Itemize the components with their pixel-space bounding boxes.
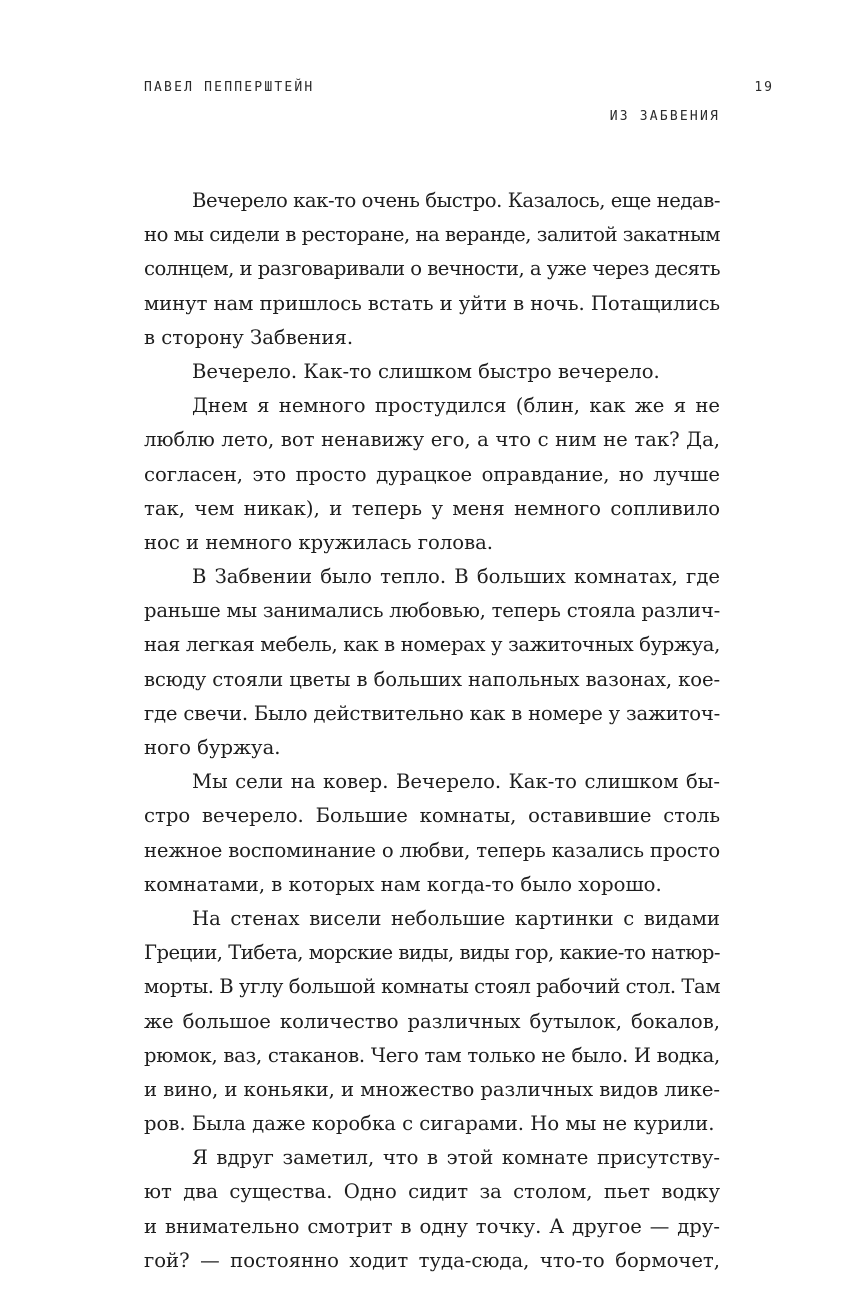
text-line: комнатами, в которых нам когда-то было хорошо. [144,872,662,896]
text-line: морты. В углу большой комнаты стоял рабочий стол. Там [144,975,720,999]
text-line: В Забвении было тепло. В больших комнатах, где [192,565,720,589]
text-line: но мы сидели в ресторане, на веранде, залитой закатным [144,223,720,247]
page-number: 19 [754,80,774,95]
text-line: ная легкая мебель, как в номерах у зажиточных буржуа, [144,633,720,657]
text-line: рюмок, ваз, стаканов. Чего там только не было. И водка, [144,1043,720,1067]
text-line: в сторону Забвения. [144,325,354,349]
text-line: нежное воспоминание о любви, теперь казались просто [144,838,720,862]
text-line: солнцем, и разговаривали о вечности, а уже через десять [144,257,720,281]
running-header-chapter-title: ИЗ ЗАБВЕНИЯ [609,109,720,124]
text-line: Я вдруг заметил, что в этой комнате присутству- [192,1146,720,1170]
text-line: стро вечерело. Большие комнаты, оставившие столь [144,804,720,828]
text-line: так, чем никак), и теперь у меня немного сопливило [144,496,720,520]
text-line: Греции, Тибета, морские виды, виды гор, какие-то натюр- [144,941,721,965]
text-line: нос и немного кружилась голова. [144,530,494,554]
text-line: согласен, это просто дурацкое оправдание, но лучше [144,462,720,486]
text-line: На стенах висели небольшие картинки с видами [192,906,720,930]
body-text [144,184,720,1278]
text-line: и вино, и коньяки, и множество различных видов лике- [144,1077,720,1101]
text-line: Вечерело. Как-то слишком быстро вечерело. [192,359,660,383]
text-line: люблю лето, вот ненавижу его, а что с ним не так? Да, [144,428,720,452]
text-line: Мы сели на ковер. Вечерело. Как-то слишком бы- [192,770,720,794]
text-line: где свечи. Было действительно как в номере у зажиточ- [144,701,720,725]
running-header-author: ПАВЕЛ ПЕППЕРШТЕЙН [144,80,315,95]
text-line: гой? — постоянно ходит туда-сюда, что-то бормочет, [144,1248,720,1272]
text-line: же большое количество различных бутылок, бокалов, [144,1009,720,1033]
text-line: ного буржуа. [144,736,281,759]
text-line: Днем я немного простудился (блин, как же я не [192,394,720,418]
text-line: ют два существа. Одно сидит за столом, пьет водку [144,1180,720,1204]
text-line: минут нам пришлось встать и уйти в ночь. Потащились [144,291,720,315]
text-line: всюду стояли цветы в больших напольных вазонах, кое- [144,667,720,691]
text-line: ров. Была даже коробка с сигарами. Но мы не курили. [144,1112,715,1136]
text-line: и внимательно смотрит в одну точку. А другое — дру- [144,1214,720,1238]
text-line: Вечерело как-то очень быстро. Казалось, еще недав- [192,189,720,212]
text-line: раньше мы занимались любовью, теперь стояла различ- [144,599,720,623]
